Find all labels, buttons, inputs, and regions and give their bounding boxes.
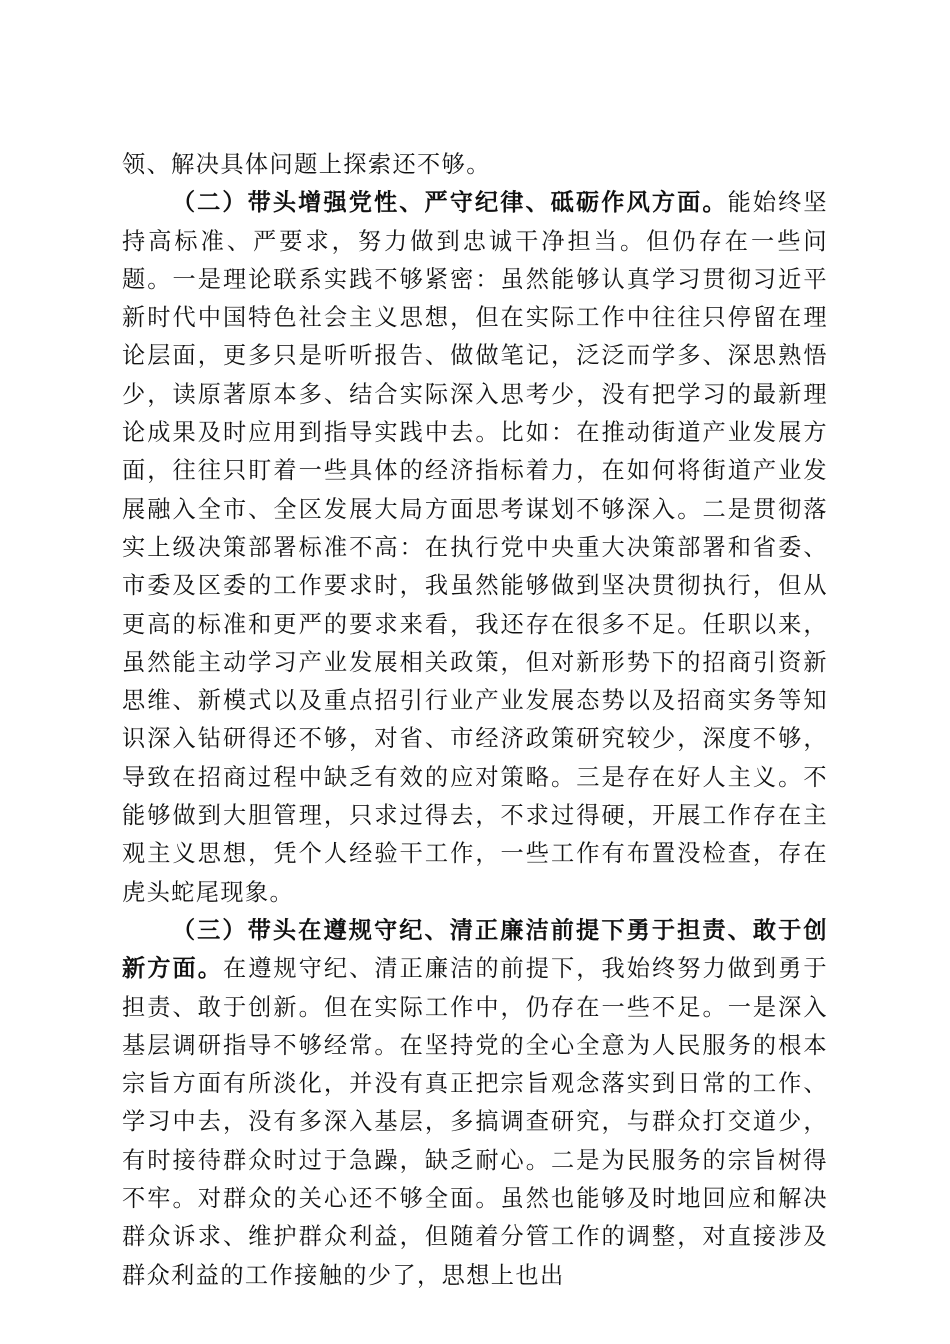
paragraph-body: 领、解决具体问题上探索还不够。 <box>122 151 491 178</box>
section-heading: （二）带头增强党性、严守纪律、砥砺作风方面。 <box>171 189 728 217</box>
document-body <box>122 146 828 1295</box>
paragraph-body: 能始终坚持高标准、严要求，努力做到忠诚干净担当。但仍存在一些问题。一是理论联系实践不够紧密：虽然能够认真学习贯彻习近平新时代中国特色社会主义思想，但在实际工作中往往只停留在理论层面，更多只是听听报告、做做笔记，泛泛而学多、深思熟悟少，读原著原本多、结合实际深入思考少，没有把学习的最新理论成果及时应用到指导实践中去。比如：在推动街道产业发展方面，往往只盯着一些具体的经济指标着力，在如何将街道产业发展融入全市、全区发展大局方面思考谋划不够深入。二是贯彻落实上级决策部署标准不高：在执行党中央重大决策部署和省委、市委及区委的工作要求时，我虽然能够做到坚决贯彻执行，但从更高的标准和更严的要求来看，我还存在很多不足。任职以来，虽然能主动学习产业发展相关政策，但对新形势下的招商引资新思维、新模式以及重点招引行业产业发展态势以及招商实务等知识深入钻研得还不够，对省、市经济政策研究较少，深度不够，导致在招商过程中缺乏有效的应对策略。三是存在好人主义。不能够做到大胆管理，只求过得去，不求过得硬，开展工作存在主观主义思想，凭个人经验干工作，一些工作有布置没检查，存在虎头蛇尾现象。 <box>122 189 828 906</box>
paragraph-continuation <box>122 146 828 184</box>
paragraph-section-3 <box>122 912 828 1295</box>
paragraph-body: 在遵规守纪、清正廉洁的前提下，我始终努力做到勇于担责、敢于创新。但在实际工作中，仍存在一些不足。一是深入基层调研指导不够经常。在坚持党的全心全意为人民服务的根本宗旨方面有所淡化，并没有真正把宗旨观念落实到日常的工作、学习中去，没有多深入基层，多搞调查研究，与群众打交道少，有时接待群众时过于急躁，缺乏耐心。二是为民服务的宗旨树得不牢。对群众的关心还不够全面。虽然也能够及时地回应和解决群众诉求、维护群众利益，但随着分管工作的调整，对直接涉及群众利益的工作接触的少了，思想上也出 <box>122 955 828 1289</box>
paragraph-section-2 <box>122 184 828 912</box>
section-heading: （三）带头在遵规守纪、清正廉洁前提下勇于担责、敢于创新方面。 <box>122 916 828 983</box>
